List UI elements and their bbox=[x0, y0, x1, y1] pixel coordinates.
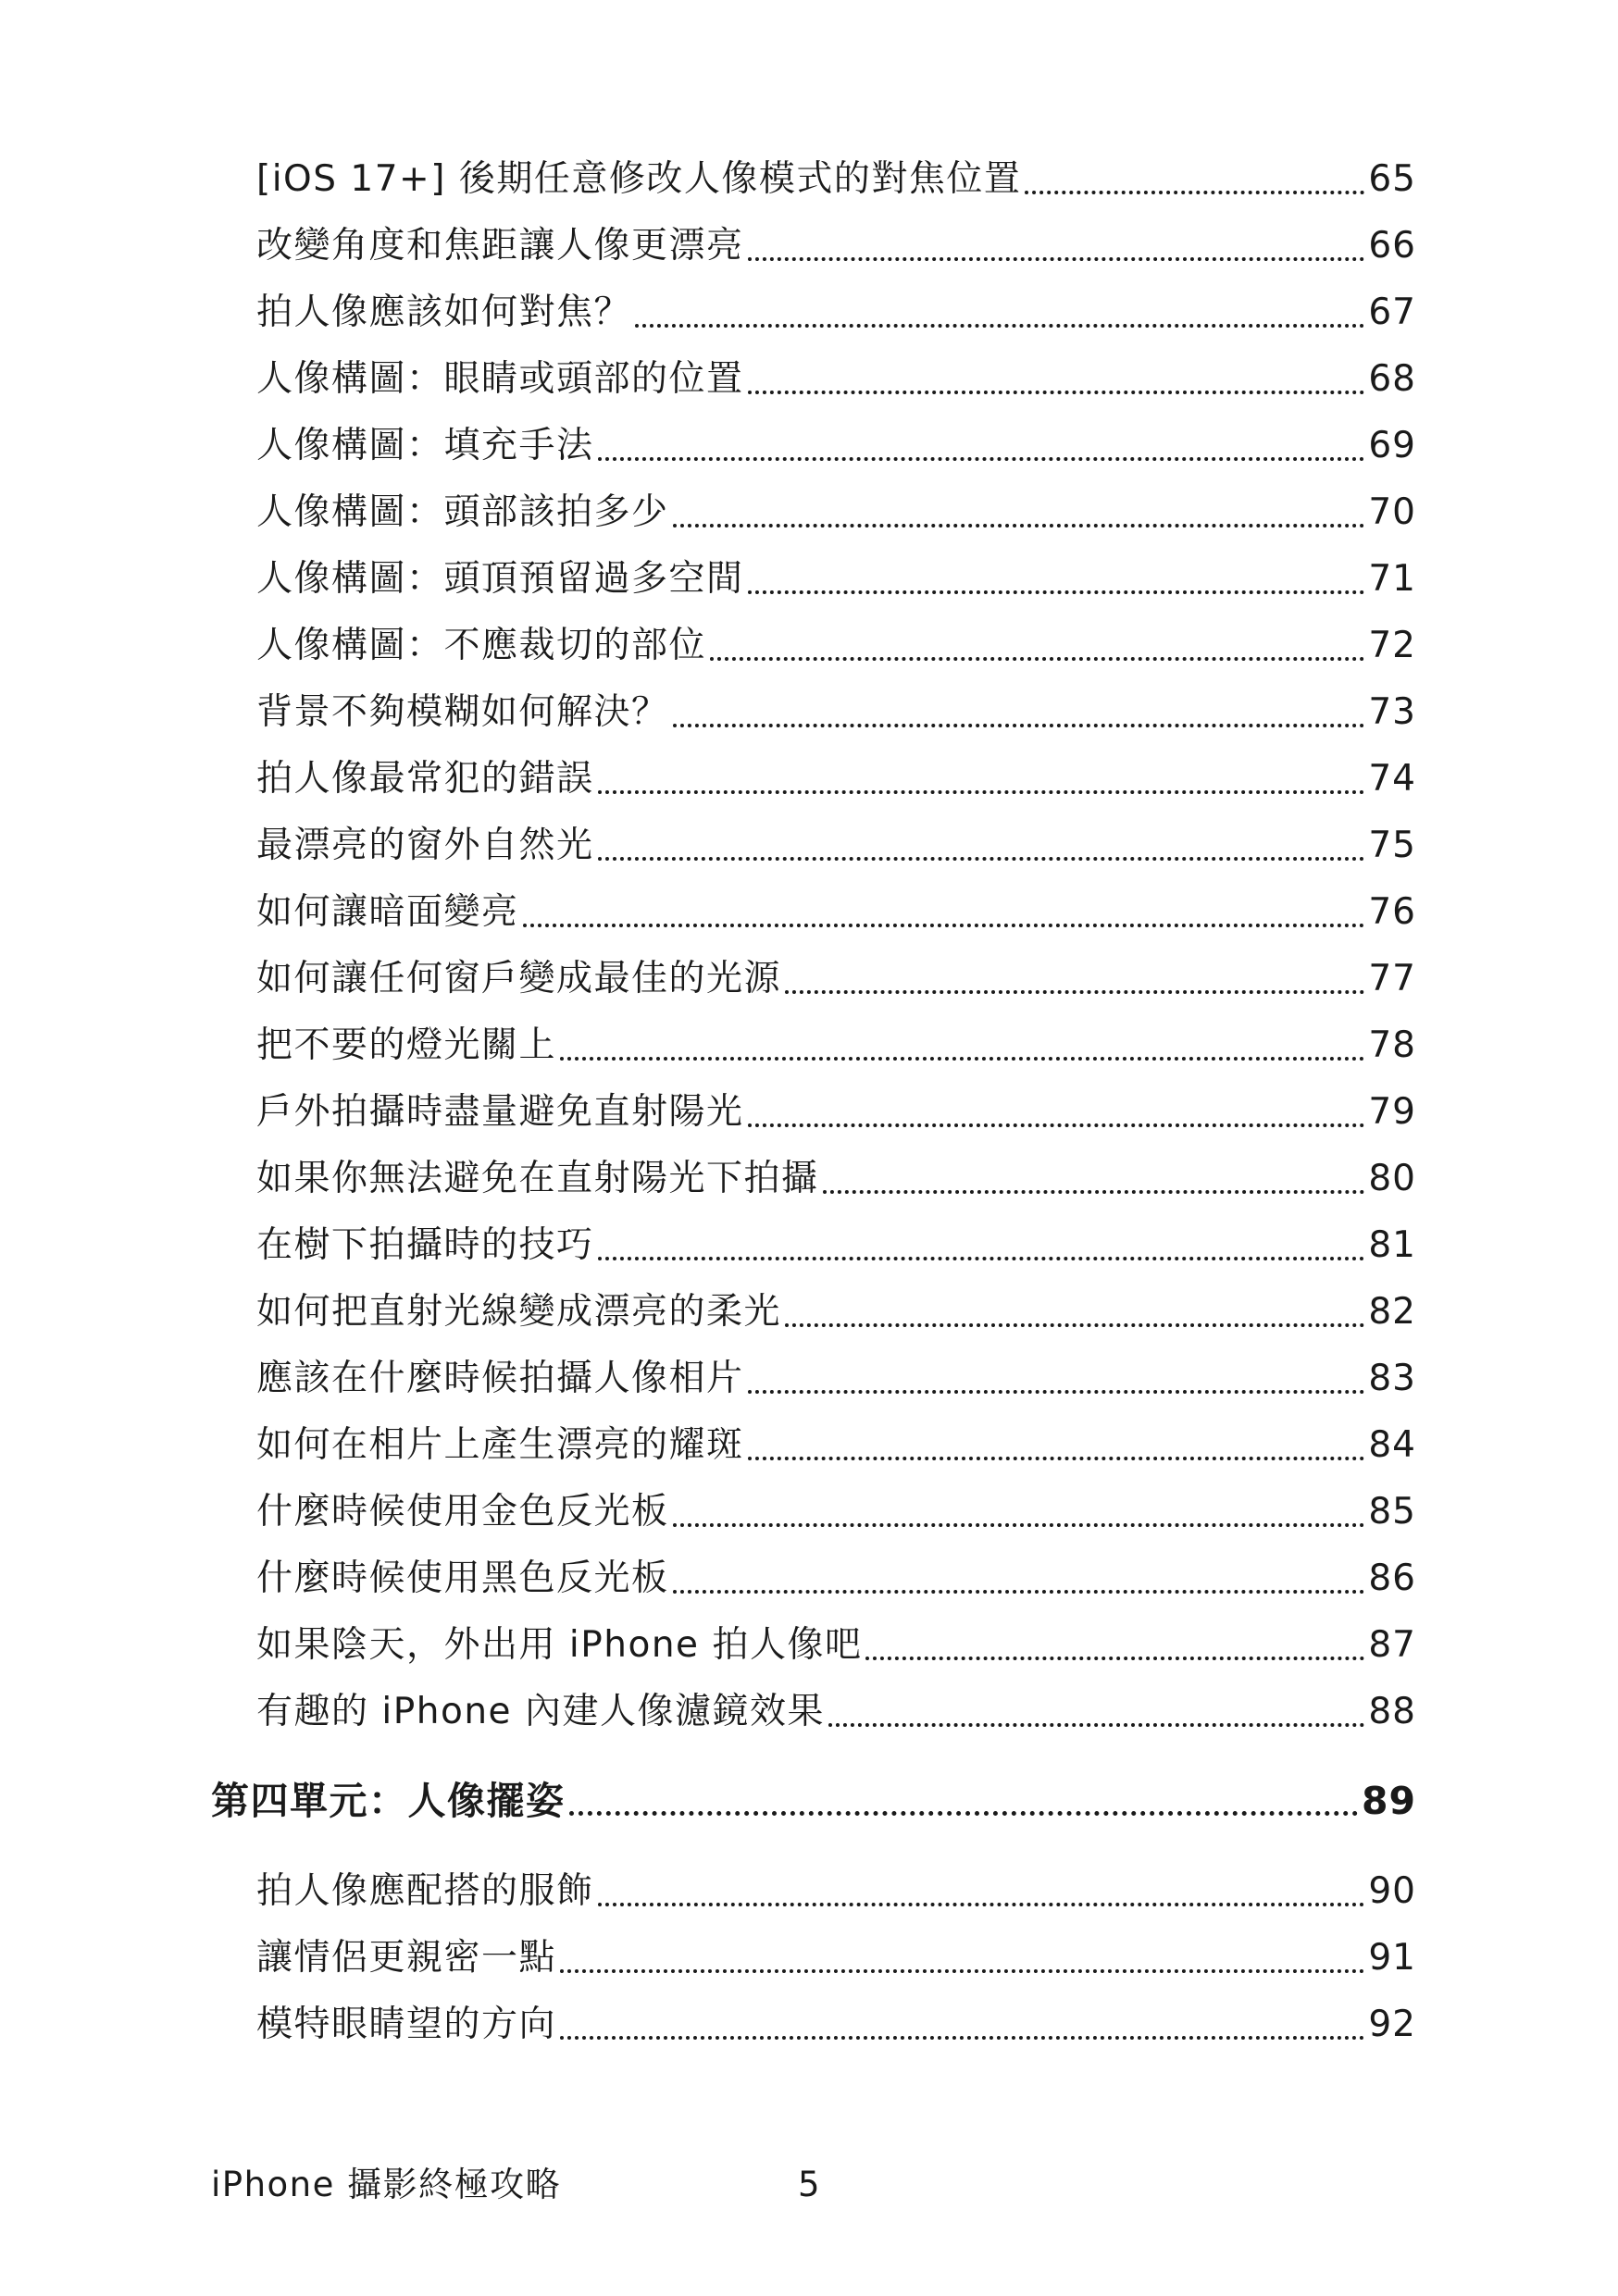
toc-entry-title: 如何在相片上產生漂亮的耀斑 bbox=[256, 1424, 744, 1466]
dot-leader bbox=[785, 1323, 1364, 1327]
dot-leader bbox=[748, 1457, 1365, 1460]
toc-entry-page: 72 bbox=[1368, 625, 1416, 666]
toc-entry[interactable] bbox=[256, 881, 1416, 937]
toc-entry[interactable] bbox=[256, 1281, 1416, 1336]
toc-entry[interactable] bbox=[256, 481, 1416, 537]
toc-entry-page: 87 bbox=[1368, 1624, 1416, 1666]
toc-entry[interactable] bbox=[256, 1993, 1416, 2049]
toc-entry-page: 79 bbox=[1368, 1091, 1416, 1133]
toc-entry-title: 應該在什麼時候拍攝人像相片 bbox=[256, 1358, 744, 1399]
toc-entry[interactable] bbox=[256, 1414, 1416, 1470]
toc-entry-page: 82 bbox=[1368, 1291, 1416, 1333]
toc-entry-page: 77 bbox=[1368, 958, 1416, 999]
dot-leader bbox=[523, 924, 1365, 927]
toc-entry-page: 80 bbox=[1368, 1158, 1416, 1199]
dot-leader bbox=[823, 1190, 1365, 1194]
toc-entry-title: 把不要的燈光關上 bbox=[256, 1024, 557, 1066]
toc-entry-page: 75 bbox=[1368, 825, 1416, 866]
toc-entry-title: 拍人像最常犯的錯誤 bbox=[256, 758, 594, 800]
toc-entry[interactable] bbox=[256, 148, 1416, 204]
toc-entry[interactable] bbox=[256, 1081, 1416, 1136]
toc-entry[interactable] bbox=[256, 1614, 1416, 1669]
dot-leader bbox=[560, 1969, 1364, 1973]
dot-leader bbox=[748, 391, 1365, 394]
toc-entry-title: 如果你無法避免在直射陽光下拍攝 bbox=[256, 1158, 819, 1199]
toc-entry[interactable] bbox=[256, 1214, 1416, 1270]
toc-entry[interactable] bbox=[256, 1148, 1416, 1203]
dot-leader bbox=[865, 1657, 1364, 1660]
toc-entry-title: 讓情侶更親密一點 bbox=[256, 1937, 557, 1979]
dot-leader bbox=[748, 1390, 1365, 1394]
dot-leader bbox=[673, 524, 1365, 527]
dot-leader bbox=[673, 1523, 1365, 1527]
toc-entry-page: 91 bbox=[1368, 1937, 1416, 1979]
toc-entry-title: 背景不夠模糊如何解決？ bbox=[256, 691, 669, 733]
toc-entry-title: 人像構圖：頭部該拍多少 bbox=[256, 491, 669, 533]
toc-entry-title: 如何把直射光線變成漂亮的柔光 bbox=[256, 1291, 782, 1333]
toc-entry-page: 71 bbox=[1368, 558, 1416, 600]
toc-entry-title: 人像構圖：填充手法 bbox=[256, 425, 594, 466]
toc-entry-title: 改變角度和焦距讓人像更漂亮 bbox=[256, 225, 744, 267]
toc-entry[interactable] bbox=[256, 681, 1416, 737]
toc-unit-page: 89 bbox=[1361, 1779, 1416, 1823]
toc-entry[interactable] bbox=[256, 1927, 1416, 1982]
toc-unit-heading[interactable] bbox=[211, 1769, 1416, 1825]
toc-entry-page: 66 bbox=[1368, 225, 1416, 267]
toc-entry-page: 69 bbox=[1368, 425, 1416, 466]
toc-entry-title: 拍人像應該如何對焦？ bbox=[256, 292, 632, 333]
toc-entry[interactable] bbox=[256, 415, 1416, 470]
dot-leader bbox=[785, 990, 1364, 994]
toc-entry-page: 84 bbox=[1368, 1424, 1416, 1466]
dot-leader bbox=[598, 790, 1365, 794]
dot-leader bbox=[1025, 191, 1364, 194]
toc-entry-title: 人像構圖：不應裁切的部位 bbox=[256, 625, 707, 666]
toc-entry[interactable] bbox=[256, 1860, 1416, 1916]
toc-entry-page: 67 bbox=[1368, 292, 1416, 333]
toc-entry-page: 83 bbox=[1368, 1358, 1416, 1399]
toc-entry[interactable] bbox=[256, 748, 1416, 803]
dot-leader bbox=[748, 257, 1365, 261]
dot-leader bbox=[635, 324, 1364, 328]
dot-leader bbox=[569, 1811, 1358, 1816]
toc-entry-title: 如何讓任何窗戶變成最佳的光源 bbox=[256, 958, 782, 999]
dot-leader bbox=[710, 657, 1364, 661]
toc-entry-page: 68 bbox=[1368, 358, 1416, 400]
toc-entry-title: 如果陰天，外出用 iPhone 拍人像吧 bbox=[256, 1624, 863, 1666]
toc-entry[interactable] bbox=[256, 1547, 1416, 1603]
toc-entry[interactable] bbox=[256, 1014, 1416, 1070]
toc-entry-title: 什麼時候使用金色反光板 bbox=[256, 1491, 669, 1533]
toc-entry-page: 74 bbox=[1368, 758, 1416, 800]
dot-leader bbox=[598, 1903, 1365, 1906]
toc-entry-title: 有趣的 iPhone 內建人像濾鏡效果 bbox=[256, 1691, 825, 1732]
dot-leader bbox=[598, 857, 1365, 861]
toc-entry-title: 人像構圖：頭頂預留過多空間 bbox=[256, 558, 744, 600]
toc-entry[interactable] bbox=[256, 1681, 1416, 1736]
toc-entry[interactable] bbox=[256, 614, 1416, 670]
toc-entry-page: 92 bbox=[1368, 2004, 1416, 2045]
toc-unit-title: 第四單元：人像擺姿 bbox=[211, 1779, 566, 1823]
dot-leader bbox=[748, 590, 1365, 594]
toc-entry-page: 76 bbox=[1368, 891, 1416, 933]
dot-leader bbox=[673, 1590, 1365, 1594]
toc-entry[interactable] bbox=[256, 1481, 1416, 1536]
toc-entry[interactable] bbox=[256, 215, 1416, 270]
toc-entry-page: 90 bbox=[1368, 1870, 1416, 1912]
toc-entry-title: 最漂亮的窗外自然光 bbox=[256, 825, 594, 866]
toc-entry-page: 70 bbox=[1368, 491, 1416, 533]
toc-entry[interactable] bbox=[256, 814, 1416, 870]
footer-book-title: iPhone 攝影終極攻略 bbox=[211, 2165, 562, 2204]
dot-leader bbox=[673, 724, 1365, 727]
toc-entry[interactable] bbox=[256, 548, 1416, 603]
toc-entry-title: 如何讓暗面變亮 bbox=[256, 891, 519, 933]
toc-entry-page: 85 bbox=[1368, 1491, 1416, 1533]
toc-entry[interactable] bbox=[256, 1347, 1416, 1403]
toc-entry-title: 戶外拍攝時盡量避免直射陽光 bbox=[256, 1091, 744, 1133]
toc-entry-page: 78 bbox=[1368, 1024, 1416, 1066]
toc-entry-page: 88 bbox=[1368, 1691, 1416, 1732]
toc-entry-title: 模特眼睛望的方向 bbox=[256, 2004, 557, 2045]
toc-entry-title: 什麼時候使用黑色反光板 bbox=[256, 1558, 669, 1599]
dot-leader bbox=[560, 1057, 1364, 1061]
toc-entry[interactable] bbox=[256, 348, 1416, 403]
toc-entry-title: 人像構圖：眼睛或頭部的位置 bbox=[256, 358, 744, 400]
dot-leader bbox=[598, 1257, 1365, 1260]
footer-page-number: 5 bbox=[798, 2165, 820, 2204]
toc-entry-title: 在樹下拍攝時的技巧 bbox=[256, 1224, 594, 1266]
dot-leader bbox=[748, 1123, 1365, 1127]
toc-entry[interactable] bbox=[256, 948, 1416, 1003]
dot-leader bbox=[560, 2036, 1364, 2040]
toc-entry-page: 65 bbox=[1368, 158, 1416, 200]
toc-entry-page: 81 bbox=[1368, 1224, 1416, 1266]
toc-entry-page: 73 bbox=[1368, 691, 1416, 733]
toc-entry-title: 拍人像應配搭的服飾 bbox=[256, 1870, 594, 1912]
toc-entry-page: 86 bbox=[1368, 1558, 1416, 1599]
dot-leader bbox=[598, 457, 1365, 461]
dot-leader bbox=[828, 1723, 1364, 1727]
toc-entry-title: [iOS 17+] 後期任意修改人像模式的對焦位置 bbox=[256, 158, 1022, 200]
toc-entry[interactable] bbox=[256, 281, 1416, 337]
